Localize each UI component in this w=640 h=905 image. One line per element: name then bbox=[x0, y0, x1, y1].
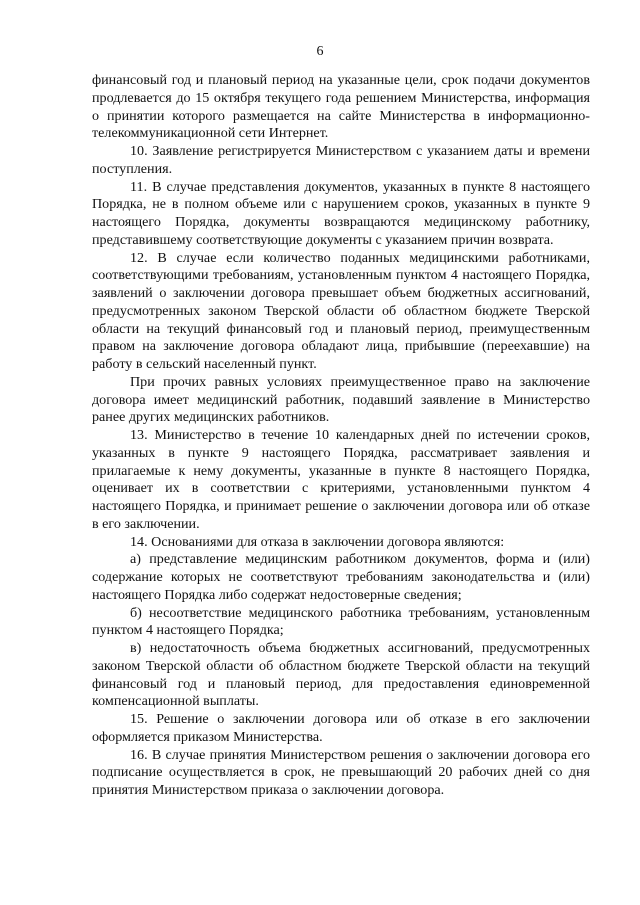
paragraph-item-15: 15. Решение о заключении договора или об отказе в его заключении оформляется приказом Министерства. bbox=[92, 711, 590, 745]
paragraph-item-14-a: а) представление медицинским работником документов, форма и (или) содержание которых не соответствуют требованиям законодательства и (или) настоящего Порядка либо содержат недостоверные сведения; bbox=[92, 551, 590, 603]
paragraph-item-12-priority: При прочих равных условиях преимущественное право на заключение договора имеет медицинский работник, подавший заявление в Министерство ранее других медицинских работников. bbox=[92, 373, 590, 426]
page-number: 6 bbox=[316, 44, 324, 59]
paragraph-item-14: 14. Основаниями для отказа в заключении договора являются: bbox=[130, 533, 505, 550]
paragraph-item-16: 16. В случае принятия Министерством решения о заключении договора его подписание осуществляется в срок, не превышающий 20 рабочих дней со дня принятия Министерством приказа о заключении договора. bbox=[92, 746, 590, 798]
paragraph-item-14-v: в) недостаточность объема бюджетных ассигнований, предусмотренных законом Тверской области об областном бюджете Тверской области на текущий финансовый год и плановый период, для предоставления единовременной компенсационной выплаты. bbox=[92, 640, 590, 710]
paragraph-item-10: 10. Заявление регистрируется Министерством с указанием даты и времени поступления. bbox=[92, 143, 590, 177]
paragraph-item-14-b: б) несоответствие медицинского работника требованиям, установленным пунктом 4 настоящего Порядка; bbox=[92, 604, 590, 639]
paragraph-item-12: 12. В случае если количество поданных медицинскими работниками, соответствующими требованиям, установленным пунктом 4 настоящего Порядка, заявлений о заключении договора превышает объем бюджетных ассигнований, предусмотренных законом Тверской области об областном бюджете Тверской области на текущий финансовый год и плановый период, преимущественным правом на заключение договора обладают лица, прибывшие (переехавшие) на работу в сельский населенный пункт. bbox=[92, 249, 590, 372]
paragraph-continuation: финансовый год и плановый период на указанные цели, срок подачи документов продлевается до 15 октября текущего года решением Министерства, информация о принятии которого размещается на сайте Министерства в информационно-телекоммуникационной сети Интернет. bbox=[92, 72, 590, 142]
paragraph-item-11: 11. В случае представления документов, указанных в пункте 8 настоящего Порядка, не в полном объеме или с нарушением сроков, указанных в пункте 9 настоящего Порядка, документы возвращаются медицинскому работнику, представившему соответствующие документы с указанием причин возврата. bbox=[92, 178, 590, 248]
paragraph-item-13: 13. Министерство в течение 10 календарных дней по истечении сроков, указанных в пункте 9 настоящего Порядка, рассматривает заявления и прилагаемые к нему документы, указанные в пункте 8 настоящего Порядка, оценивает их в соответствии с критериями, установленными пунктом 4 настоящего Порядка, и принимает решение о заключении договора или об отказе в его заключении. bbox=[92, 427, 590, 532]
document-body bbox=[92, 72, 590, 800]
